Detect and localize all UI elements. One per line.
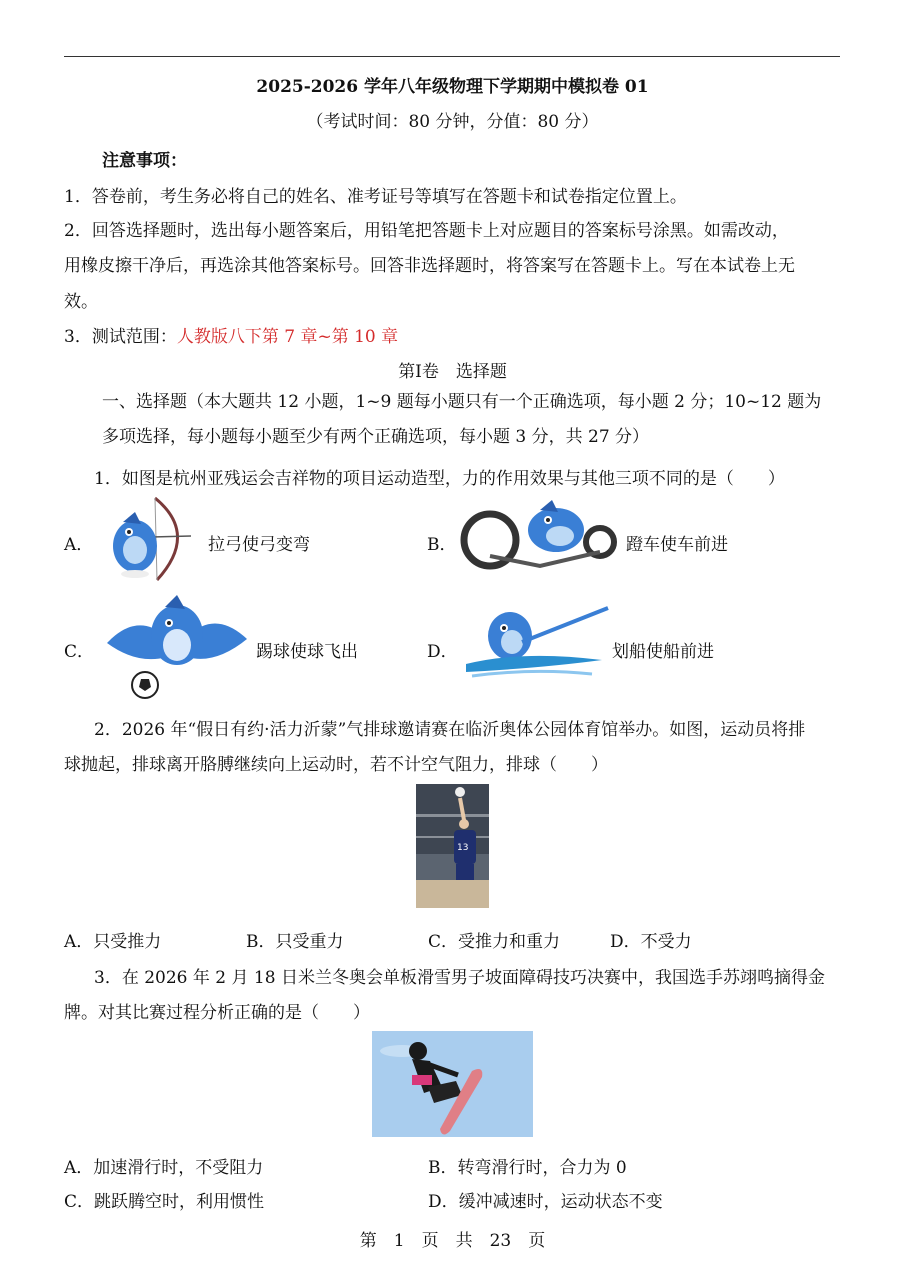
q3-option-c-letter: C． — [64, 1192, 95, 1212]
q3-option-c-text: 跳跃腾空时，利用惯性 — [94, 1192, 265, 1212]
note-item-2-line-1: 2．回答选择题时，选出每小题答案后，用铅笔把答题卡上对应题目的答案标号涂黑。如需改动， — [64, 221, 789, 241]
q3-option-b-text: 转弯滑行时，合力为 0 — [457, 1158, 627, 1178]
q1-option-a-letter: A． — [64, 535, 94, 555]
q2-option-a-letter: A． — [64, 932, 94, 952]
q2-option-a-text: 只受推力 — [93, 932, 162, 952]
q1-option-d-text: 划船使船前进 — [612, 642, 714, 662]
q2-option-d-letter: D． — [610, 932, 641, 952]
q3-stem-line-1: 3．在 2026 年 2 月 18 日米兰冬奥会单板滑雪男子坡面障碍技巧决赛中，我国选手苏翊鸣摘得金 — [94, 968, 825, 988]
q2-stem-line-1: 2．2026 年“假日有约·活力沂蒙”气排球邀请赛在临沂奥体公园体育馆举办。如图，运动员将排 — [94, 720, 806, 740]
q1-option-d-letter: D． — [427, 642, 458, 662]
volume-title: 第Ⅰ卷 选择题 — [398, 362, 507, 382]
volleyball-player-photo — [416, 784, 489, 908]
note-item-3 — [64, 322, 398, 347]
q2-option-d — [610, 927, 692, 952]
q2-option-c-text: 受推力和重力 — [458, 932, 561, 952]
header-rule — [64, 56, 840, 57]
q1-option-c-letter: C． — [64, 642, 95, 662]
q3-option-a-text: 加速滑行时，不受阻力 — [93, 1158, 264, 1178]
q2-option-c-letter: C． — [428, 932, 459, 952]
note-item-1: 1．答卷前，考生务必将自己的姓名、准考证号等填写在答题卡和试卷指定位置上。 — [64, 187, 687, 207]
q3-option-c — [64, 1187, 264, 1212]
q3-option-d-text: 缓冲减速时，运动状态不变 — [458, 1192, 663, 1212]
q3-option-d-letter: D． — [428, 1192, 459, 1212]
q2-option-c — [428, 927, 560, 952]
note-item-2-line-2: 用橡皮擦干净后，再选涂其他答案标号。回答非选择题时，将答案写在答题卡上。写在本试卷上无 — [64, 256, 795, 276]
q3-option-a-letter: A． — [64, 1158, 94, 1178]
note-item-2-line-3: 效。 — [64, 292, 98, 312]
q1-option-a-text: 拉弓使弓变弯 — [208, 535, 310, 555]
q3-option-a — [64, 1153, 263, 1178]
q1-option-b-text: 蹬车使车前进 — [626, 535, 728, 555]
section-intro-line-2: 多项选择，每小题每小题至少有两个正确选项，每小题 3 分，共 27 分） — [102, 427, 650, 447]
q3-option-b-letter: B． — [428, 1158, 458, 1178]
q2-option-b — [246, 927, 344, 952]
jersey-number: 13 — [457, 843, 469, 853]
q2-option-b-letter: B． — [246, 932, 276, 952]
test-scope: 人教版八下第 7 章~第 10 章 — [176, 327, 399, 347]
mascot-handcycle-image — [460, 496, 620, 580]
page-title: 2025-2026 学年八年级物理下学期期中模拟卷 01 — [256, 77, 649, 97]
q2-option-d-text: 不受力 — [640, 932, 692, 952]
snowboarder-photo — [372, 1031, 533, 1137]
q3-option-d — [428, 1187, 663, 1212]
q2-option-a — [64, 927, 161, 952]
q2-stem-line-2: 球抛起，排球离开胳膊继续向上运动时，若不计空气阻力，排球（ ） — [64, 755, 608, 775]
mascot-archery-image — [95, 494, 203, 584]
q2-option-b-text: 只受重力 — [275, 932, 344, 952]
section-intro-line-1: 一、选择题（本大题共 12 小题，1~9 题每小题只有一个正确选项，每小题 2 分；10~12 题为 — [102, 392, 822, 412]
q3-option-b — [428, 1153, 627, 1178]
mascot-rowing-image — [462, 602, 610, 682]
q1-option-c-text: 踢球使球飞出 — [256, 642, 358, 662]
q1-option-b-letter: B． — [427, 535, 457, 555]
page-footer: 第 1 页 共 23 页 — [359, 1231, 546, 1251]
mascot-football-image — [97, 591, 255, 701]
q1-stem: 1．如图是杭州亚残运会吉祥物的项目运动造型，力的作用效果与其他三项不同的是（ ） — [94, 469, 785, 489]
notes-heading: 注意事项： — [102, 151, 187, 171]
exam-info: （考试时间：80 分钟，分值：80 分） — [306, 112, 599, 132]
q3-stem-line-2: 牌。对其比赛过程分析正确的是（ ） — [64, 1003, 370, 1023]
note-item-3-prefix: 3．测试范围： — [64, 327, 177, 347]
